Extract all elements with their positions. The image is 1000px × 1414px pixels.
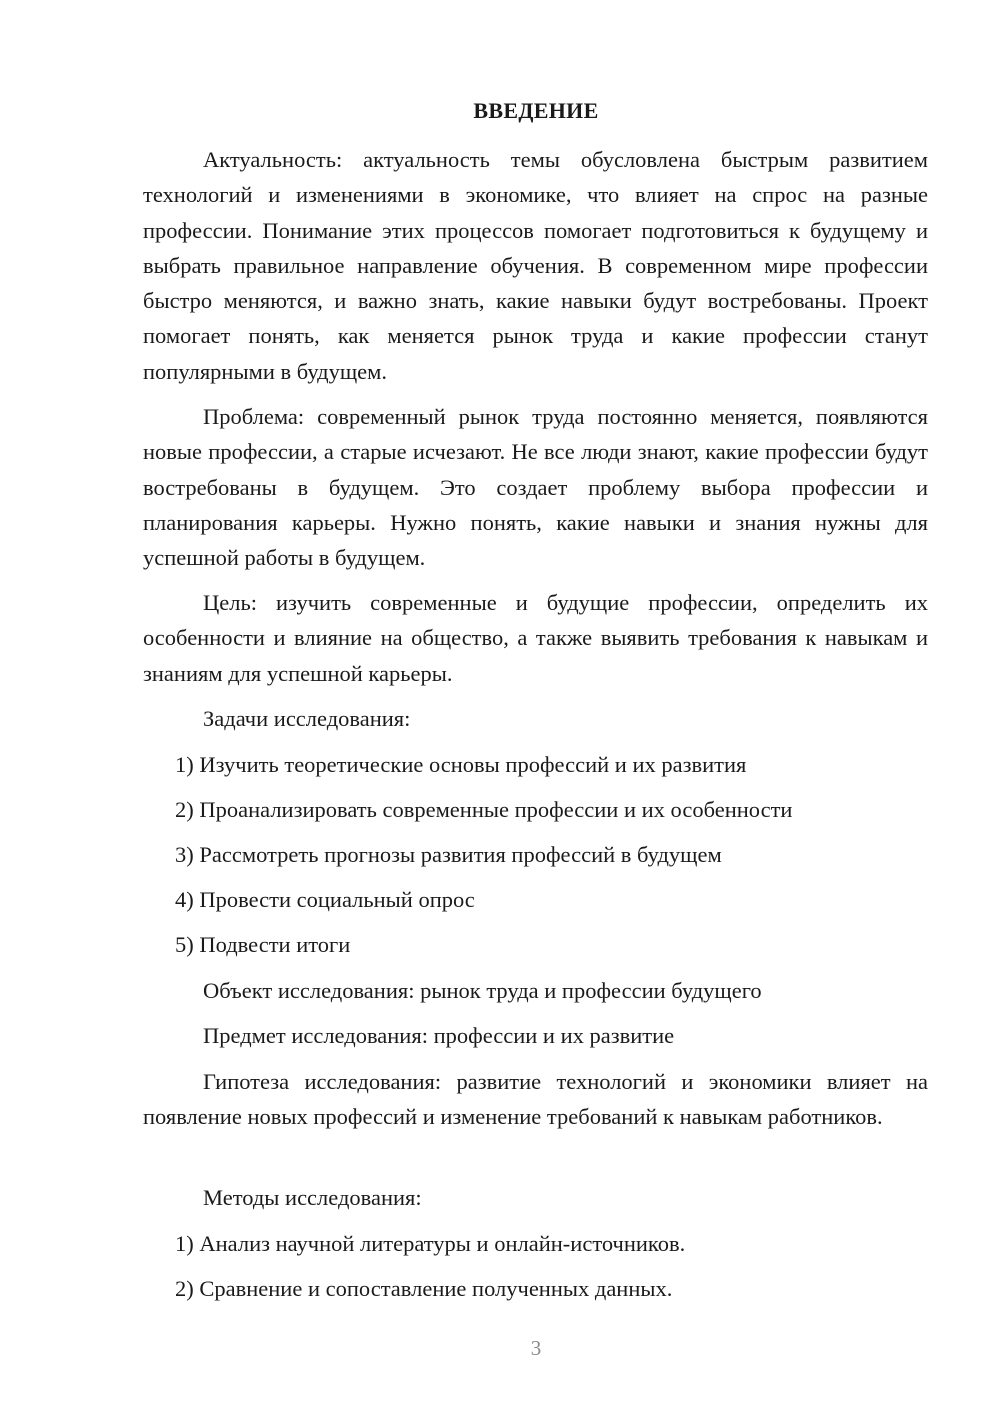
method-item: 1) Анализ научной литературы и онлайн-источников.: [175, 1231, 686, 1256]
method-item-block: [143, 1226, 928, 1261]
subject-block: [143, 1018, 928, 1053]
object-block: [143, 973, 928, 1008]
hypothesis-paragraph: Гипотеза исследования: развитие технологий и экономики влияет на появление новых профессий и изменение требований к навыкам работников.: [143, 1069, 928, 1130]
methods-heading: Методы исследования:: [203, 1185, 422, 1210]
task-item-block: [143, 927, 928, 962]
hypothesis-block: [143, 1064, 928, 1135]
task-item: 3) Рассмотреть прогнозы развития профессий в будущем: [175, 842, 722, 867]
method-item: 2) Сравнение и сопоставление полученных данных.: [175, 1276, 673, 1301]
page-number: 3: [530, 1336, 542, 1360]
tasks-heading: Задачи исследования:: [203, 706, 411, 731]
task-item-block: [143, 747, 928, 782]
research-subject: Предмет исследования: профессии и их развитие: [203, 1023, 675, 1048]
task-item-block: [143, 792, 928, 827]
goal-paragraph: Цель: изучить современные и будущие профессии, определить их особенности и влияние на общество, а также выявить требования к навыкам и знаниям для успешной карьеры.: [143, 590, 928, 686]
task-item-block: [143, 837, 928, 872]
page-title: ВВЕДЕНИЕ: [473, 98, 599, 123]
research-object: Объект исследования: рынок труда и профессии будущего: [203, 978, 762, 1003]
goal-block: [143, 585, 928, 691]
tasks-heading-block: [143, 701, 928, 736]
task-item: 2) Проанализировать современные профессии и их особенности: [175, 797, 793, 822]
method-item-block: [143, 1271, 928, 1306]
task-item: 1) Изучить теоретические основы профессий и их развития: [175, 752, 747, 777]
problem-paragraph: Проблема: современный рынок труда постоянно меняется, появляются новые профессии, а старые исчезают. Не все люди знают, какие профессии будут востребованы в будущем. Это создает проблему выбора профессии и планирования карьеры. Нужно понять, какие навыки и знания нужны для успешной работы в будущем.: [143, 404, 928, 571]
relevance-block: [143, 142, 928, 389]
methods-heading-block: [143, 1180, 928, 1215]
relevance-paragraph: Актуальность: актуальность темы обусловлена быстрым развитием технологий и изменениями в экономике, что влияет на спрос на разные профессии. Понимание этих процессов помогает подготовиться к будущему и выбрать правильное направление обучения. В современном мире профессии быстро меняются, и важно знать, какие навыки будут востребованы. Проект помогает понять, как меняется рынок труда и какие профессии станут популярными в будущем.: [143, 147, 928, 384]
problem-block: [143, 399, 928, 575]
task-item: 5) Подвести итоги: [175, 932, 351, 957]
task-item: 4) Провести социальный опрос: [175, 887, 475, 912]
task-item-block: [143, 882, 928, 917]
